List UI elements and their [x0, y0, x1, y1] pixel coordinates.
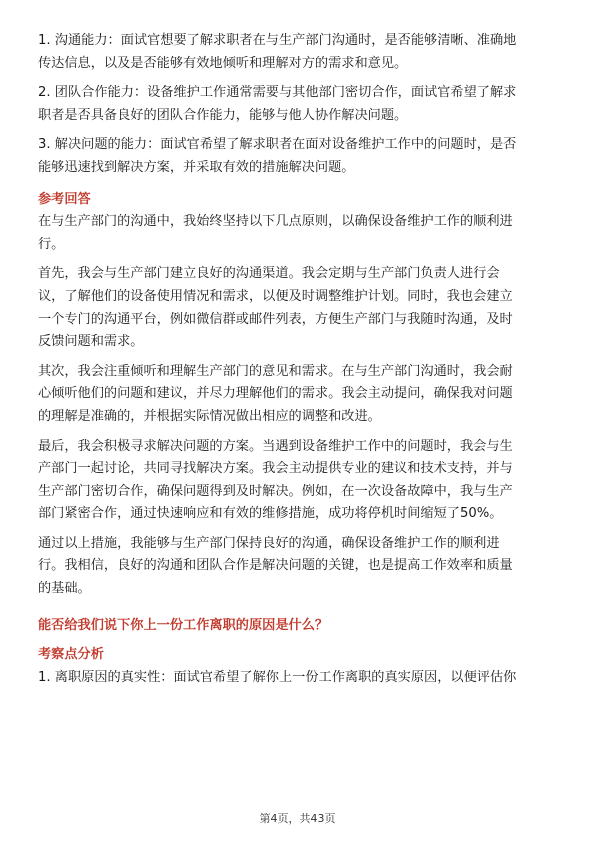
list-item-problem-solving: 3. 解决问题的能力：面试官希望了解求职者在面对设备维护工作中的问题时，是否 能够迅速找到解决方案，并采取有效的措施解决问题。	[38, 137, 517, 175]
answer-paragraph: 在与生产部门的沟通中，我始终坚持以下几点原则，以确保设备维护工作的顺利进 行。	[38, 214, 513, 252]
analysis-heading: 考察点分析	[38, 647, 104, 663]
page-footer: 第4页，共43页	[259, 812, 336, 825]
page-content	[38, 30, 564, 689]
answer-paragraph: 最后，我会积极寻求解决问题的方案。当遇到设备维护工作中的问题时，我会与生 产部门一起讨论，共同寻找解决方案。我会主动提供专业的建议和技术支持，并与 生产部门密切合作，确保问题得到及时解决。例如，在一次设备故障中，我与生产 部门紧密合作，通过快速响应和有效的维修措施，成功将停机时间缩短了50%。	[38, 438, 513, 522]
list-item-teamwork: 2. 团队合作能力：设备维护工作通常需要与其他部门密切合作，面试官希望了解求 职者是否具备良好的团队合作能力，能够与他人协作解决问题。	[38, 85, 517, 123]
answer-paragraph: 通过以上措施，我能够与生产部门保持良好的沟通，确保设备维护工作的顺利进 行。我相信，良好的沟通和团队合作是解决问题的关键，也是提高工作效率和质量 的基础。	[38, 535, 513, 597]
answer-paragraph: 其次，我会注重倾听和理解生产部门的意见和需求。在与生产部门沟通时，我会耐 心倾听他们的问题和建议，并尽力理解他们的需求。我会主动提问，确保我对问题 的理解是准确的，并根据实际情况做出相应的调整和改进。	[38, 363, 513, 424]
analysis-item: 1. 离职原因的真实性：面试官希望了解你上一份工作离职的真实原因，以便评估你	[38, 669, 517, 685]
answer-heading: 参考回答	[38, 191, 91, 207]
question-heading: 能否给我们说下你上一份工作离职的原因是什么？	[38, 617, 329, 633]
answer-paragraph: 首先，我会与生产部门建立良好的沟通渠道。我会定期与生产部门负责人进行会 议，了解他们的设备使用情况和需求，以便及时调整维护计划。同时，我也会建立 一个专门的沟通平台，例如微信群或邮件列表，方便生产部门与我随时沟通，及时 反馈问题和需求。	[38, 266, 513, 350]
list-item-communication: 1. 沟通能力：面试官想要了解求职者在与生产部门沟通时，是否能够清晰、准确地 传达信息，以及是否能够有效地倾听和理解对方的需求和意见。	[38, 33, 517, 71]
